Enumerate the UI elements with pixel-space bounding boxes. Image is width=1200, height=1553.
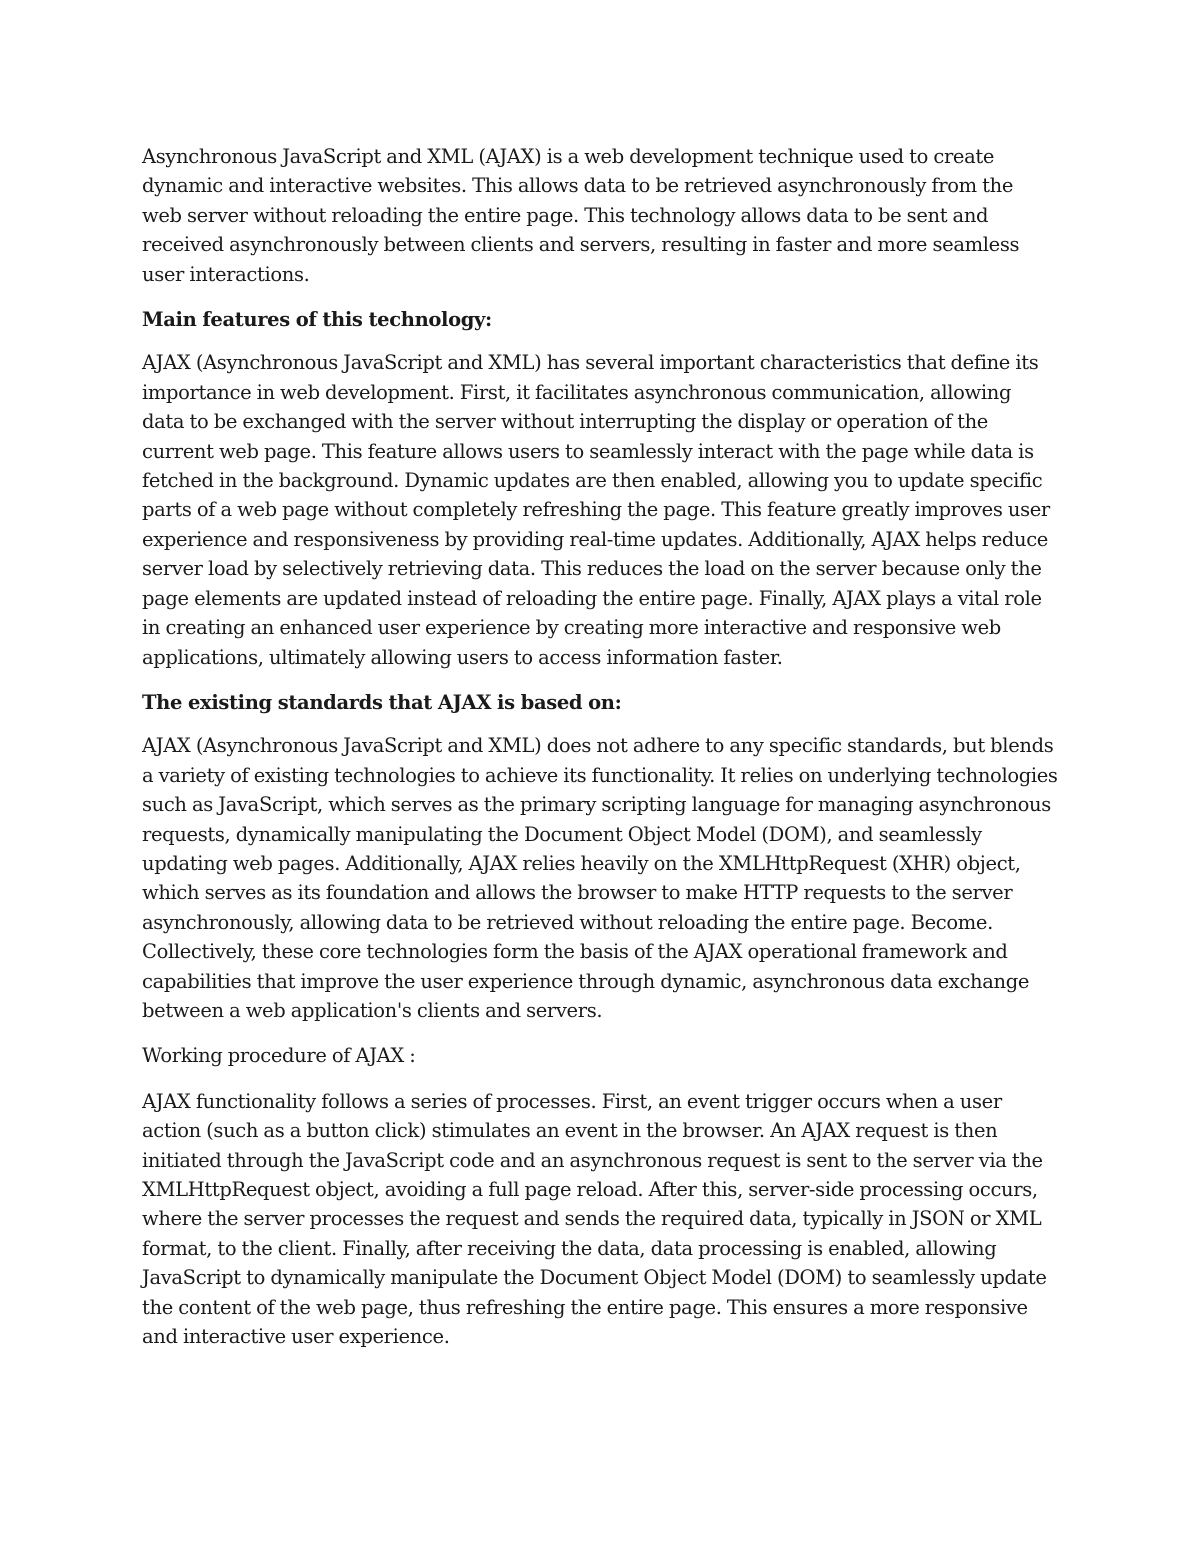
standards-heading: The existing standards that AJAX is based on: bbox=[142, 690, 622, 714]
procedure-paragraph: AJAX functionality follows a series of processes. First, an event trigger occurs when a user action (such as a button click) stimulates an event in the browser. An AJAX request is then initiated through the JavaScript code and an asynchronous request is sent to the server via the XMLHttpRequest object, avoiding a full page reload. After this, server-side processing occurs, where the server processes the request and sends the required data, typically in JSON or XML format, to the client. Finally, after receiving the data, data processing is enabled, allowing JavaScript to dynamically manipulate the Document Object Model (DOM) to seamlessly update the content of the web page, thus refreshing the entire page. This ensures a more responsive and interactive user experience. bbox=[142, 1089, 1047, 1349]
features-paragraph: AJAX (Asynchronous JavaScript and XML) has several important characteristics that define its importance in web development. First, it facilitates asynchronous communication, allowing data to be exchanged with the server without interrupting the display or operation of the current web page. This feature allows users to seamlessly interact with the page while data is fetched in the background. Dynamic updates are then enabled, allowing you to update specific parts of a web page without completely refreshing the page. This feature greatly improves user experience and responsiveness by providing real-time updates. Additionally, AJAX helps reduce server load by selectively retrieving data. This reduces the load on the server because only the page elements are updated instead of reloading the entire page. Finally, AJAX plays a vital role in creating an enhanced user experience by creating more interactive and responsive web applications, ultimately allowing users to access information faster. bbox=[142, 351, 1050, 669]
document-body bbox=[142, 142, 1058, 1367]
standards-paragraph: AJAX (Asynchronous JavaScript and XML) does not adhere to any specific standards, but blends a variety of existing technologies to achieve its functionality. It relies on underlying technologies such as JavaScript, which serves as the primary scripting language for managing asynchronous requests, dynamically manipulating the Document Object Model (DOM), and seamlessly updating web pages. Additionally, AJAX relies heavily on the XMLHttpRequest (XHR) object, which serves as its foundation and allows the browser to make HTTP requests to the server asynchronously, allowing data to be retrieved without reloading the entire page. Become. Collectively, these core technologies form the basis of the AJAX operational framework and capabilities that improve the user experience through dynamic, asynchronous data exchange between a web application's clients and servers. bbox=[142, 734, 1058, 1022]
features-heading: Main features of this technology: bbox=[142, 308, 492, 332]
intro-paragraph: Asynchronous JavaScript and XML (AJAX) is a web development technique used to create dynamic and interactive websites. This allows data to be retrieved asynchronously from the web server without reloading the entire page. This technology allows data to be sent and received asynchronously between clients and servers, resulting in faster and more seamless user interactions. bbox=[142, 145, 1020, 286]
procedure-heading: Working procedure of AJAX : bbox=[142, 1044, 416, 1068]
